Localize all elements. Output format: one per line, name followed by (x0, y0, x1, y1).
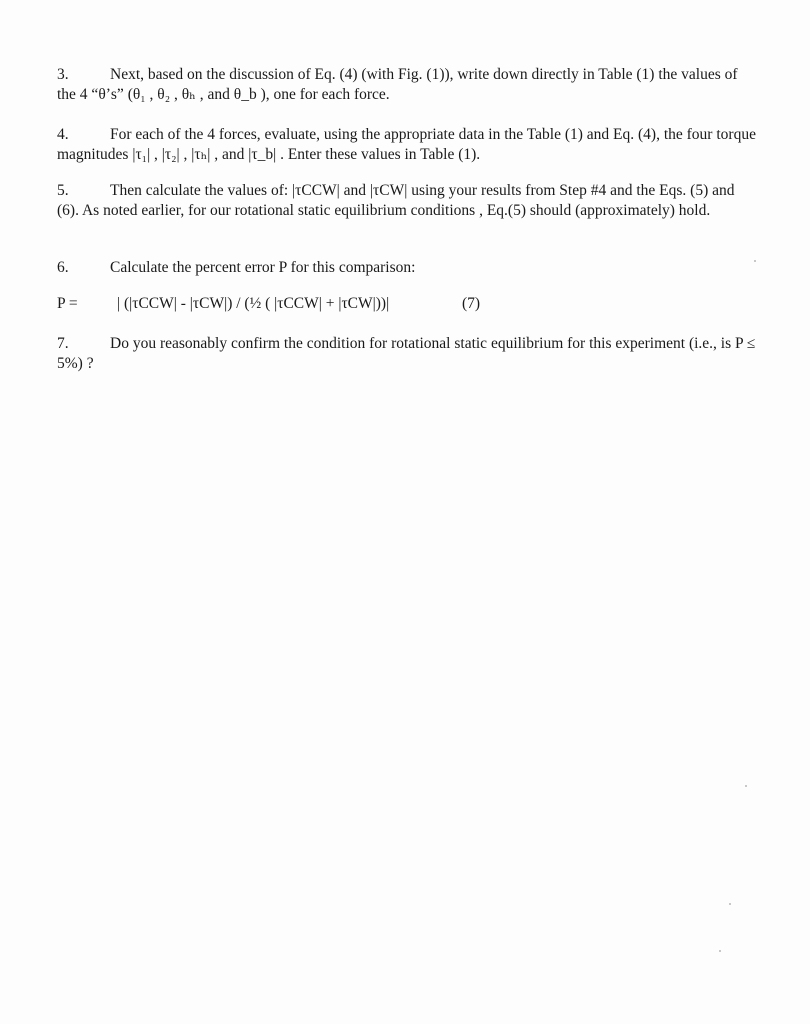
step-text: Then calculate the values of: |τCCW| and |τCW| using your results from Step #4 and the Eqs. (5) and (6). As noted earlier, for our rotational static equilibrium conditions , Eq.(5) should (approximately) hold. (57, 182, 735, 219)
step-text: For each of the 4 forces, evaluate, using the appropriate data in the Table (1) and Eq. (4), the four torque magnitudes |τ₁| , |τ₂| , |τₕ| , and |τ_b| . Enter these values in Table (1). (57, 126, 756, 163)
step-7 (57, 334, 757, 374)
step-text: Next, based on the discussion of Eq. (4) (with Fig. (1)), write down directly in Table (1) the values of the 4 “θ’s” (θ₁ , θ₂ , θₕ , and θ_b ), one for each force. (57, 66, 738, 103)
step-3 (57, 65, 757, 105)
step-4 (57, 125, 757, 165)
equation-rhs: | (|τCCW| - |τCW|) / (½ ( |τCCW| + |τCW|))| (117, 295, 390, 312)
scan-speck (745, 785, 747, 787)
percent-error-equation (57, 294, 757, 314)
step-6 (57, 258, 757, 278)
step-number: 6. (57, 259, 69, 276)
step-number: 4. (57, 126, 69, 143)
equation-lhs: P = (57, 295, 78, 312)
step-text: Do you reasonably confirm the condition for rotational static equilibrium for this experiment (i.e., is P ≤ 5%) ? (57, 335, 756, 372)
scan-speck (729, 903, 731, 905)
step-number: 5. (57, 182, 69, 199)
step-5 (57, 181, 757, 221)
step-number: 3. (57, 66, 69, 83)
scan-speck (719, 950, 721, 952)
step-number: 7. (57, 335, 69, 352)
equation-number: (7) (462, 295, 481, 312)
scan-speck (754, 260, 756, 262)
step-text: Calculate the percent error P for this comparison: (110, 259, 416, 276)
